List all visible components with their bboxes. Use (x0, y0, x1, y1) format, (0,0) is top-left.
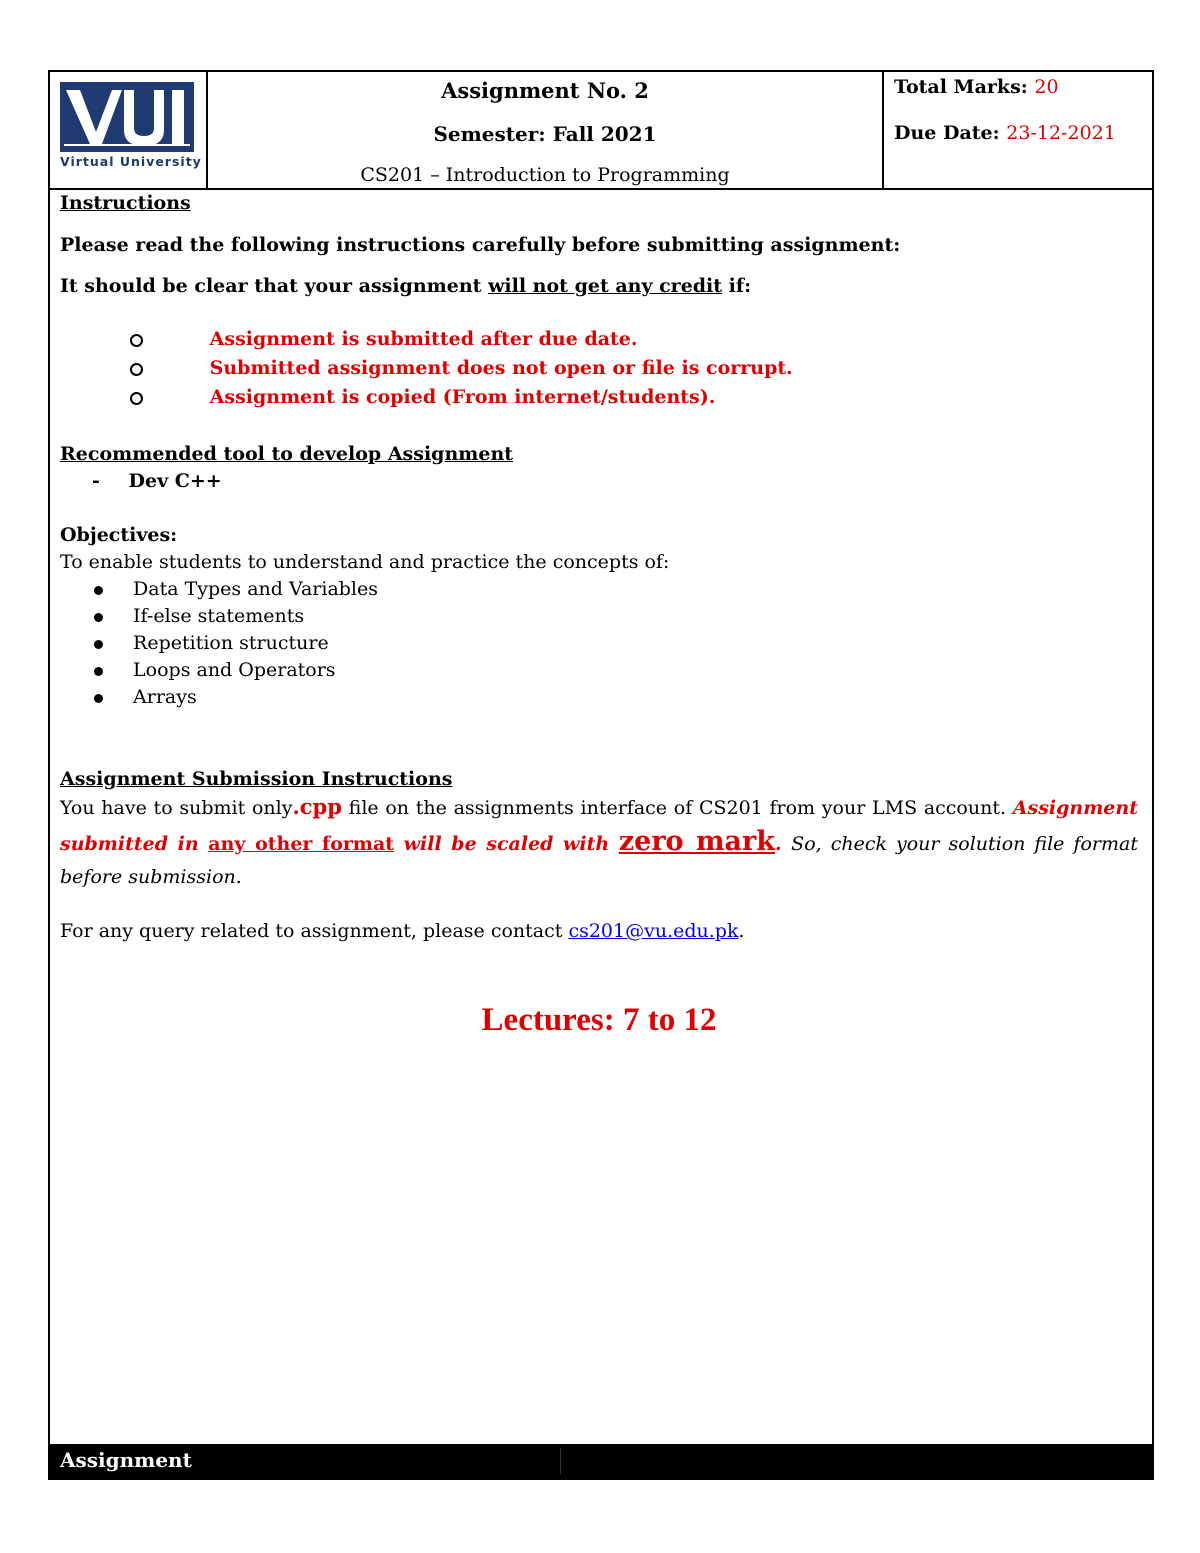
due-date (894, 122, 1116, 144)
submission-text-2: file on the assignments interface of CS201 from your LMS account. (341, 797, 1013, 819)
credit-warning-start: It should be clear that your assignment (60, 275, 489, 297)
total-marks-value: 20 (1034, 76, 1059, 98)
dot-bullet-icon (94, 640, 103, 649)
instructions-line: Please read the following instructions carefully before submitting assignment: (60, 234, 901, 256)
lectures-range: Lectures: 7 to 12 (481, 1002, 717, 1038)
total-marks (894, 76, 1059, 98)
objective-text: Repetition structure (133, 632, 329, 654)
submission-text-1: You have to submit only (60, 797, 293, 819)
assignment-title: Assignment No. 2 (441, 78, 649, 103)
objectives-heading: Objectives: (60, 524, 178, 546)
objective-text: Loops and Operators (133, 659, 336, 681)
condition-text: Submitted assignment does not open or file is corrupt. (209, 357, 793, 379)
submission-warning-1: Assignment submitted in (60, 797, 1138, 855)
dot-bullet-icon (94, 586, 103, 595)
objective-item (94, 632, 329, 654)
total-marks-label: Total Marks: (894, 76, 1035, 98)
submission-heading: Assignment Submission Instructions (60, 768, 453, 790)
credit-warning-end: if: (722, 275, 752, 297)
assignment-document (48, 70, 1154, 1480)
objective-text: If-else statements (133, 605, 305, 627)
vu-logo-mark (60, 82, 194, 152)
instructions-heading: Instructions (60, 192, 191, 214)
tool-item (92, 470, 222, 492)
objective-item (94, 605, 304, 627)
query-end: . (738, 920, 745, 942)
condition-item (130, 328, 638, 350)
assignment-footer-bar (50, 1444, 1152, 1478)
condition-text: Assignment is submitted after due date. (209, 328, 638, 350)
title-cell (208, 72, 884, 188)
submission-warning-2: will be scaled with (394, 833, 619, 855)
footer-divider (560, 1448, 561, 1474)
cpp-extension: .cpp (292, 794, 342, 819)
footer-label: Assignment (60, 1448, 192, 1472)
dash-bullet: - (92, 470, 100, 492)
logo-caption: Virtual University (60, 154, 202, 169)
dot-bullet-icon (94, 667, 103, 676)
credit-warning-emphasis: will not get any credit (488, 275, 723, 297)
dot-bullet-icon (94, 613, 103, 622)
contact-email-link[interactable]: cs201@vu.edu.pk (568, 920, 739, 942)
submission-warning-end: . (774, 833, 792, 855)
course-title: CS201 – Introduction to Programming (360, 164, 730, 186)
objective-item (94, 659, 336, 681)
objective-text: Data Types and Variables (133, 578, 379, 600)
semester-label: Semester: Fall 2021 (433, 122, 657, 146)
logo-cell (50, 72, 208, 188)
objective-text: Arrays (133, 686, 197, 708)
query-line (60, 920, 745, 942)
circle-bullet-icon (130, 363, 143, 376)
objective-item (94, 578, 378, 600)
objectives-intro: To enable students to understand and practice the concepts of: (60, 551, 670, 573)
query-text: For any query related to assignment, please contact (60, 920, 569, 942)
circle-bullet-icon (130, 392, 143, 405)
vu-logo (60, 82, 202, 178)
marks-cell (884, 72, 1152, 188)
credit-warning (60, 275, 751, 297)
due-date-value: 23-12-2021 (1006, 122, 1116, 144)
zero-mark: zero mark (618, 826, 775, 857)
tool-name: Dev C++ (128, 470, 222, 492)
tool-heading: Recommended tool to develop Assignment (60, 443, 514, 465)
submission-warning-format: any other format (208, 833, 395, 855)
document-header (50, 72, 1152, 190)
condition-text: Assignment is copied (From internet/students). (209, 386, 716, 408)
submission-paragraph (60, 790, 1138, 894)
submission-advice: So, check your solution file format before submission. (60, 833, 1138, 888)
condition-item (130, 357, 793, 379)
dot-bullet-icon (94, 694, 103, 703)
circle-bullet-icon (130, 334, 143, 347)
condition-item (130, 386, 715, 408)
due-date-label: Due Date: (894, 122, 1007, 144)
objective-item (94, 686, 197, 708)
